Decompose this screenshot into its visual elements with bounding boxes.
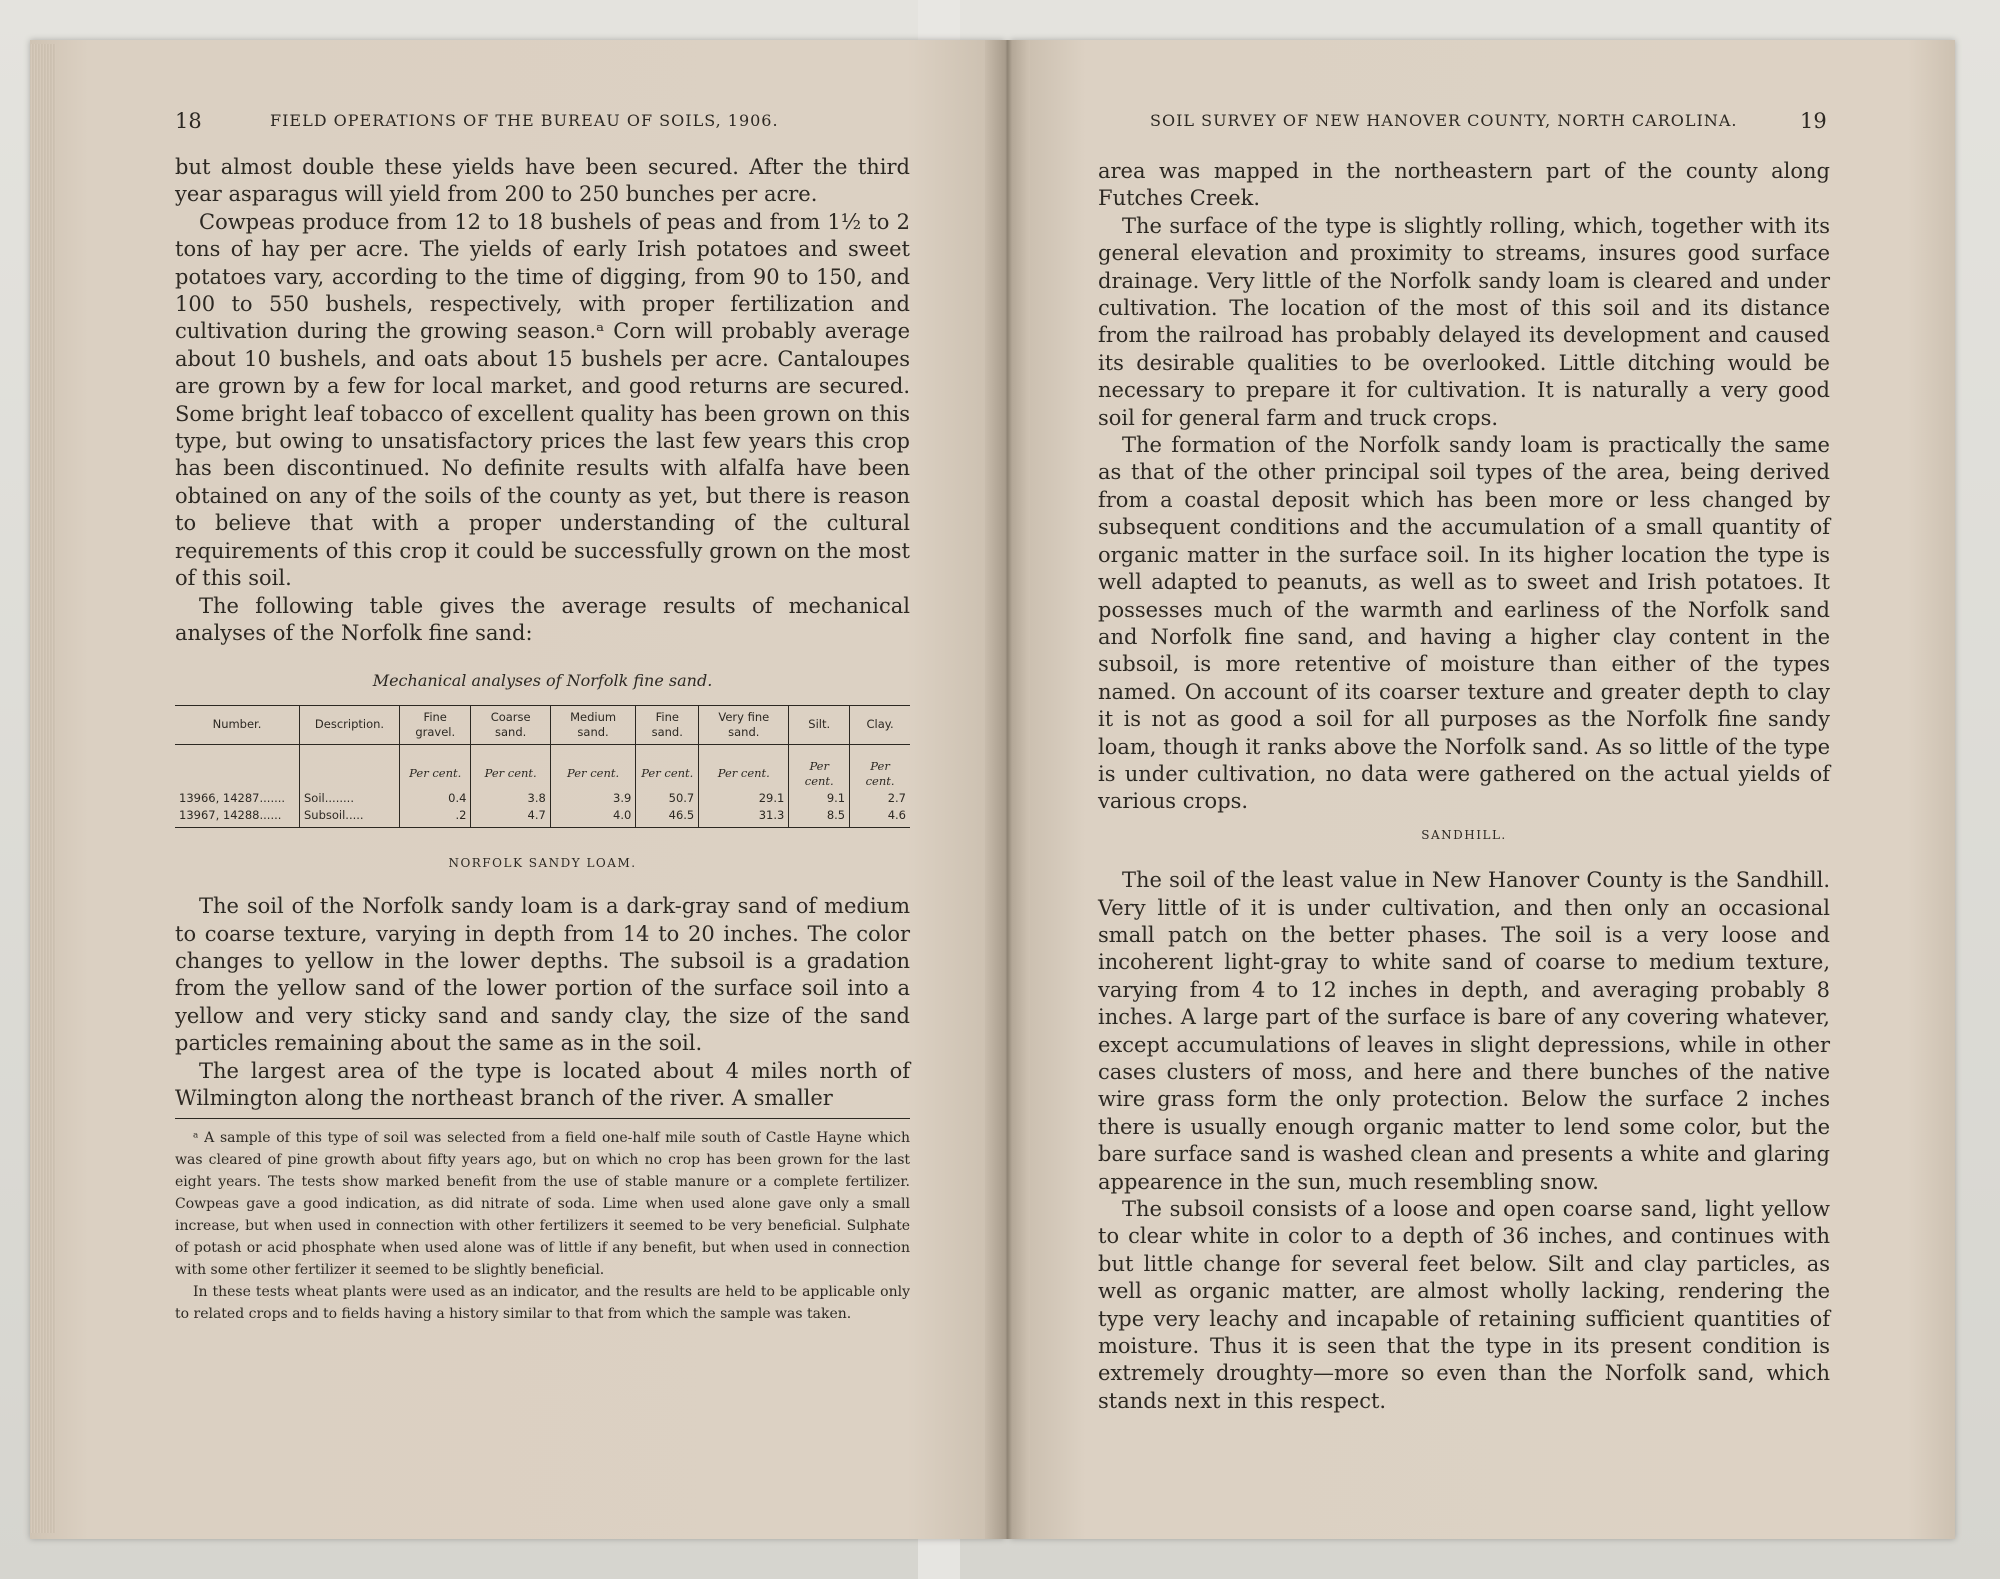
paragraph: The following table gives the average results of mechanical analyses of the Norfolk fine sand:	[175, 593, 910, 645]
footnote: ᵃ A sample of this type of soil was selected from a field one-half mile south of Castle Hayne which was cleared of pine growth about fifty years ago, but on which no crop has been grown for the last eight years. The tests show marked benefit from the use of stable manure or a complete fertilizer. Cowpeas gave a good indication, as did nitrate of soda. Lime when used alone gave only a small increase, but when used in connection with other fertilizers it seemed to be very beneficial. Sulphate of potash or acid phosphate when used alone was of little if any benefit, but when used in connection with some other fertilizer it seemed to be slightly beneficial.	[175, 1130, 910, 1279]
paragraph: The largest area of the type is located about 4 miles north of Wilmington along the northeast branch of the river. A smaller	[175, 1058, 910, 1110]
right-running-head: SOIL SURVEY OF NEW HANOVER COUNTY, NORTH CAROLINA.	[1150, 111, 1738, 130]
paragraph: The soil of the least value in New Hanover County is the Sandhill. Very little of it is under cultivation, and then only an occasional small patch on the better phases. The soil is a very loose and incoherent light-gray to white sand of coarse to medium texture, varying from 4 to 12 inches in depth, and averaging probably 8 inches. A large part of the surface is bare of any covering whatever, except accumulations of leaves in slight depressions, while in other cases clusters of moss, and here and there bunches of the native wire grass form the only protection. Below the surface 2 inches there is usually enough organic matter to lend some color, but the bare surface sand is washed clean and presents a white and glaring appearence in the sun, much resembling snow.	[1098, 868, 1830, 1194]
table-row	[175, 790, 910, 807]
unit-label: Per cent.	[850, 744, 910, 790]
table-cell: 3.9	[550, 790, 635, 807]
right-page-number: 19	[1800, 109, 1827, 133]
mechanical-analyses-table	[175, 705, 910, 828]
paragraph: The soil of the Norfolk sandy loam is a dark-gray sand of medium to coarse texture, varying in depth from 14 to 20 inches. The color changes to yellow in the lower depths. The subsoil is a gradation from the yellow sand of the lower portion of the surface soil into a yellow and very sticky sand and sandy clay, the size of the sand particles remaining about the same as in the soil.	[175, 894, 910, 1056]
footnote: In these tests wheat plants were used as an indicator, and the results are held to be applicable only to related crops and to fields having a history similar to that from which the sample was taken.	[175, 1284, 910, 1323]
table-cell: .2	[400, 807, 471, 828]
table-cell: 46.5	[636, 807, 699, 828]
unit-label: Per cent.	[636, 744, 699, 790]
paragraph: The surface of the type is slightly rolling, which, together with its general elevation and proximity to streams, insures good surface drainage. Very little of the Norfolk sandy loam is cleared and under cultivation. The location of the most of this soil and its distance from the railroad has probably delayed its development and caused its desirable qualities to be overlooked. Little ditching would be necessary to prepare it for cultivation. It is naturally a very good soil for general farm and truck crops.	[1098, 213, 1830, 430]
paragraph: Cowpeas produce from 12 to 18 bushels of peas and from 1½ to 2 tons of hay per acre. The yields of early Irish potatoes and sweet potatoes vary, according to the time of digging, from 90 to 150, and 100 to 550 bushels, respectively, with proper fertilization and cultivation during the growing season.ᵃ Corn will probably average about 10 bushels, and oats about 15 bushels per acre. Cantaloupes are grown by a few for local market, and good returns are secured. Some bright leaf tobacco of excellent quality has been grown on this type, but owing to unsatisfactory prices the last few years this crop has been discontinued. No definite results with alfalfa have been obtained on any of the soils of the county as yet, but there is reason to believe that with a proper understanding of the cultural requirements of this crop it could be successfully grown on the most of this soil.	[175, 209, 910, 591]
table-cell: 13966, 14287.......	[179, 790, 286, 805]
unit-label: Per cent.	[699, 744, 789, 790]
table-header: Fine gravel.	[400, 705, 471, 744]
table-cell: 9.1	[789, 790, 850, 807]
table-cell: 4.6	[850, 807, 910, 828]
table-cell: 8.5	[789, 807, 850, 828]
binding-tape-top	[918, 0, 960, 40]
table-header: Coarse sand.	[471, 705, 550, 744]
table-cell: 0.4	[400, 790, 471, 807]
table-header: Very fine sand.	[699, 705, 789, 744]
table-header: Silt.	[789, 705, 850, 744]
table-cell: Soil........	[300, 790, 400, 807]
table-cell: 31.3	[699, 807, 789, 828]
unit-label: Per cent.	[550, 744, 635, 790]
table-header: Number.	[175, 705, 300, 744]
left-page-number: 18	[175, 109, 202, 133]
table-header: Clay.	[850, 705, 910, 744]
unit-label: Per cent.	[471, 744, 550, 790]
table-caption: Mechanical analyses of Norfolk fine sand.	[372, 671, 713, 691]
binding-tape-bottom	[918, 1539, 960, 1579]
book-gutter	[985, 40, 1030, 1539]
footnotes	[175, 1127, 910, 1325]
table-cell: Subsoil.....	[300, 807, 400, 828]
right-text-column	[1098, 158, 1830, 1415]
table-row	[175, 807, 910, 828]
table-header: Description.	[300, 705, 400, 744]
left-running-head: FIELD OPERATIONS OF THE BUREAU OF SOILS, 1906.	[270, 111, 779, 130]
paragraph: area was mapped in the northeastern part of the county along Futches Creek.	[1098, 159, 1830, 211]
unit-label: Per cent.	[789, 744, 850, 790]
table-cell: 3.8	[471, 790, 550, 807]
page-edges	[30, 44, 56, 1533]
table-cell: 50.7	[636, 790, 699, 807]
table-cell: 29.1	[699, 790, 789, 807]
table-cell: 2.7	[850, 790, 910, 807]
paragraph: but almost double these yields have been secured. After the third year asparagus will yield from 200 to 250 bunches per acre.	[175, 155, 910, 207]
table-cell: 4.7	[471, 807, 550, 828]
left-text-column	[175, 154, 910, 1325]
unit-label: Per cent.	[400, 744, 471, 790]
paragraph: The subsoil consists of a loose and open coarse sand, light yellow to clear white in color to a depth of 36 inches, and continues with but little change for several feet below. Silt and clay particles, as well as organic matter, are almost wholly lacking, rendering the type very leachy and incapable of retaining sufficient quantities of moisture. Thus it is seen that the type in its present condition is extremely droughty—more so even than the Norfolk sand, which stands next in this respect.	[1098, 1197, 1830, 1413]
section-heading-sandhill: SANDHILL.	[1421, 827, 1507, 842]
table-cell: 4.0	[550, 807, 635, 828]
table-header: Fine sand.	[636, 705, 699, 744]
table-cell: 13967, 14288......	[175, 807, 300, 828]
footnote-rule	[175, 1118, 910, 1119]
paragraph: The formation of the Norfolk sandy loam is practically the same as that of the other principal soil types of the area, being derived from a coastal deposit which has been more or less changed by subsequent conditions and the accumulation of a small quantity of organic matter in the surface soil. In its higher location the type is well adapted to peanuts, as well as to sweet and Irish potatoes. It possesses much of the warmth and earliness of the Norfolk sand and Norfolk fine sand, and having a higher clay content in the subsoil, is more retentive of moisture than either of the types named. On account of its coarser texture and greater depth to clay it is not as good a soil for all purposes as the Norfolk fine sandy loam, though it ranks above the Norfolk sand. As so little of the type is under cultivation, no data were gathered on the actual yields of various crops.	[1098, 433, 1830, 814]
section-heading-norfolk-sandy-loam: NORFOLK SANDY LOAM.	[448, 855, 637, 870]
table-header: Medium sand.	[550, 705, 635, 744]
